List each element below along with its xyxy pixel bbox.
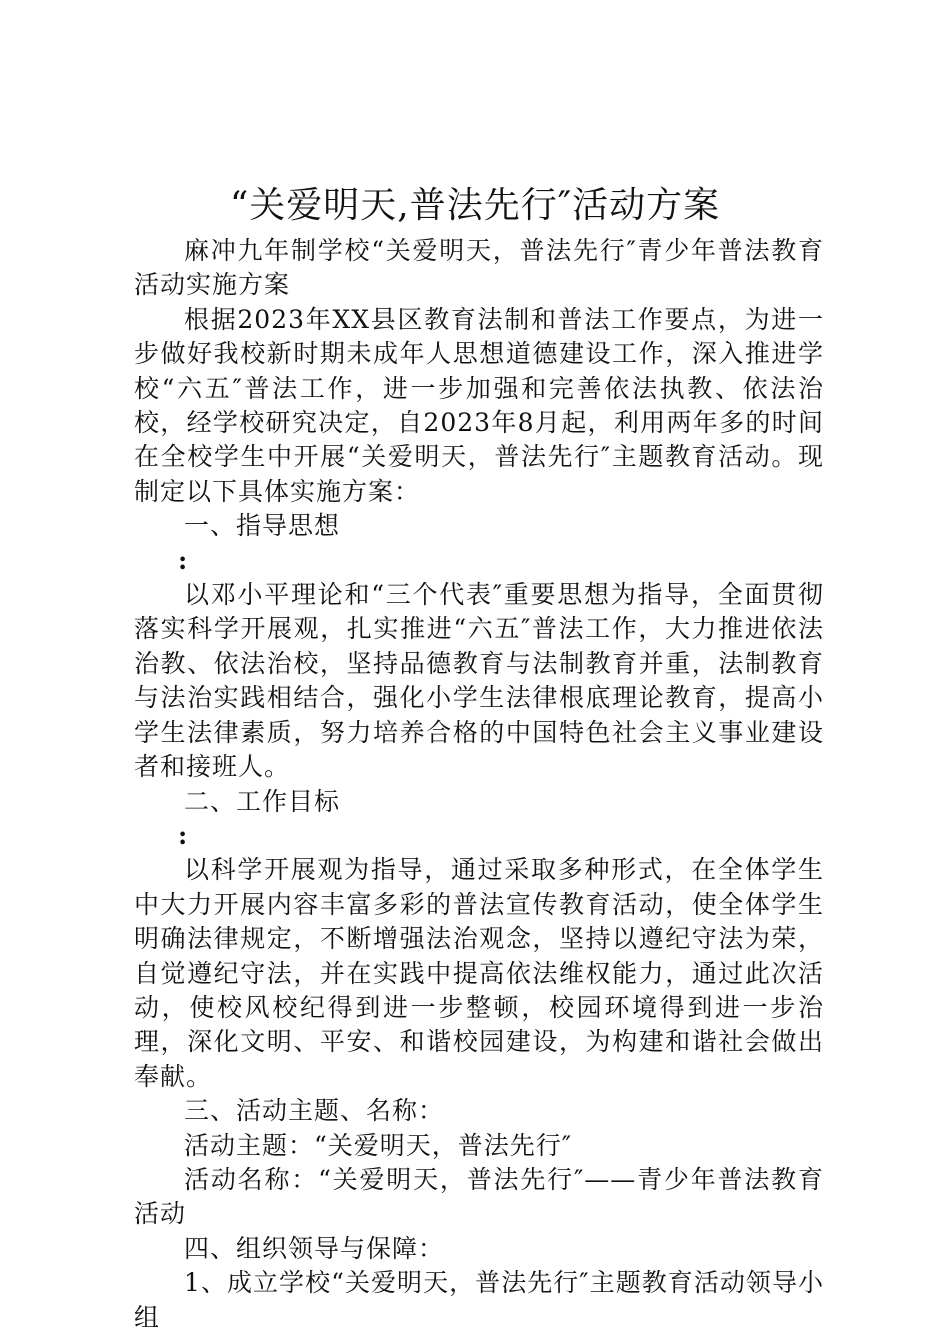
paragraph-intro: 麻冲九年制学校“关爱明天，普法先行″青少年普法教育活动实施方案: [134, 236, 824, 300]
section-heading-work-goals: 二、工作目标: [184, 786, 341, 816]
section-heading-guiding-ideology: 一、指导思想: [184, 511, 341, 541]
paragraph-work-goals: 以科学开展观为指导，通过采取多种形式，在全体学生中大力开展内容丰富多彩的普法宣传教育活动，使全体学生明确法律规定，不断增强法治观念，坚持以遵纪守法为荣，自觉遵纪守法，并在实践中提高依法维权能力，通过此次活动，使校风校纪得到进一步整顿，校园环境得到进一步治理，深化文明、平安、和谐校园建设，为构建和谐社会做出奉献。: [134, 855, 824, 1091]
colon-mark: :: [178, 545, 189, 575]
section-heading-organization: 四、组织领导与保障：: [184, 1233, 445, 1263]
section-heading-activity-theme: 三、活动主题、名称：: [184, 1096, 445, 1126]
document-title: “关爱明天,普法先行″活动方案: [229, 185, 721, 226]
paragraph-background: 根据2023年XX县区教育法制和普法工作要点，为进一步做好我校新时期未成年人思想道德建设工作，深入推进学校“六五″普法工作，进一步加强和完善依法执教、依法治校，经学校研究决定，自2023年8月起，利用两年多的时间在全校学生中开展“关爱明天，普法先行″主题教育活动。现制定以下具体实施方案：: [134, 304, 824, 506]
colon-mark: :: [178, 820, 189, 850]
paragraph-activity-name: 活动名称：“关爱明天，普法先行″——青少年普法教育活动: [134, 1164, 824, 1229]
paragraph-guiding-ideology: 以邓小平理论和“三个代表″重要思想为指导，全面贯彻落实科学开展观，扎实推进“六五″普法工作，大力推进依法治教、依法治校，坚持品德教育与法制教育并重，法制教育与法治实践相结合，强化小学生法律根底理论教育，提高小学生法律素质，努力培养合格的中国特色社会主义事业建设者和接班人。: [134, 580, 824, 782]
paragraph-activity-theme: 活动主题：“关爱明天，普法先行″: [184, 1130, 573, 1160]
paragraph-leadership-group: 1、成立学校“关爱明天，普法先行″主题教育活动领导小组: [134, 1268, 824, 1332]
document-body: [134, 234, 824, 1335]
